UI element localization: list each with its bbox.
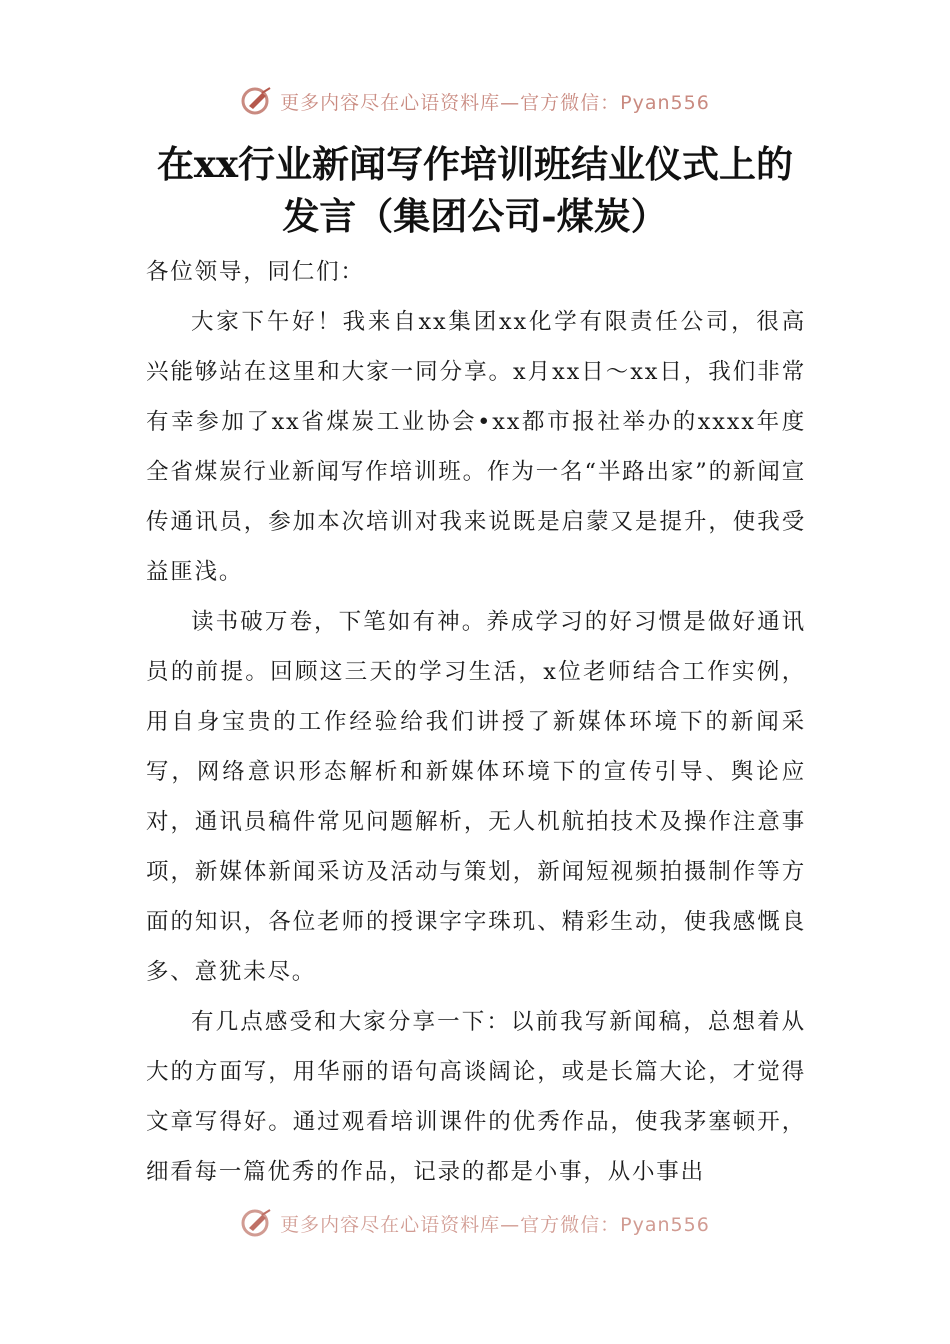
pen-logo-icon: [240, 1208, 274, 1238]
document-title: 在xx行业新闻写作培训班结业仪式上的发言（集团公司-煤炭）: [156, 142, 794, 238]
salutation: 各位领导，同仁们：: [146, 259, 365, 285]
paragraph: 大家下午好！我来自xx集团xx化学有限责任公司，很高兴能够站在这里和大家一同分享。x月xx日～xx日，我们非常有幸参加了xx省煤炭工业协会•xx都市报社举办的xxxx年度全省煤炭行业新闻写作培训班。作为一名“半路出家”的新闻宣传通讯员，参加本次培训对我来说既是启蒙又是提升，使我受益匪浅。: [146, 309, 806, 585]
watermark-text: 更多内容尽在心语资料库—官方微信：Pyan556: [280, 91, 710, 114]
header-watermark: [0, 86, 950, 116]
footer-watermark: [0, 1208, 950, 1238]
pen-logo-icon: [240, 86, 274, 116]
watermark-text: 更多内容尽在心语资料库—官方微信：Pyan556: [280, 1213, 710, 1236]
paragraph: 读书破万卷，下笔如有神。养成学习的好习惯是做好通讯员的前提。回顾这三天的学习生活，x位老师结合工作实例，用自身宝贵的工作经验给我们讲授了新媒体环境下的新闻采写，网络意识形态解析和新媒体环境下的宣传引导、舆论应对，通讯员稿件常见问题解析，无人机航拍技术及操作注意事项，新媒体新闻采访及活动与策划，新闻短视频拍摄制作等方面的知识，各位老师的授课字字珠玑、精彩生动，使我感慨良多、意犹未尽。: [146, 609, 806, 985]
document-body: [146, 247, 806, 1197]
paragraph: 有几点感受和大家分享一下：以前我写新闻稿，总想着从大的方面写，用华丽的语句高谈阔论，或是长篇大论，才觉得文章写得好。通过观看培训课件的优秀作品，使我茅塞顿开，细看每一篇优秀的作品，记录的都是小事，从小事出: [146, 1009, 806, 1185]
